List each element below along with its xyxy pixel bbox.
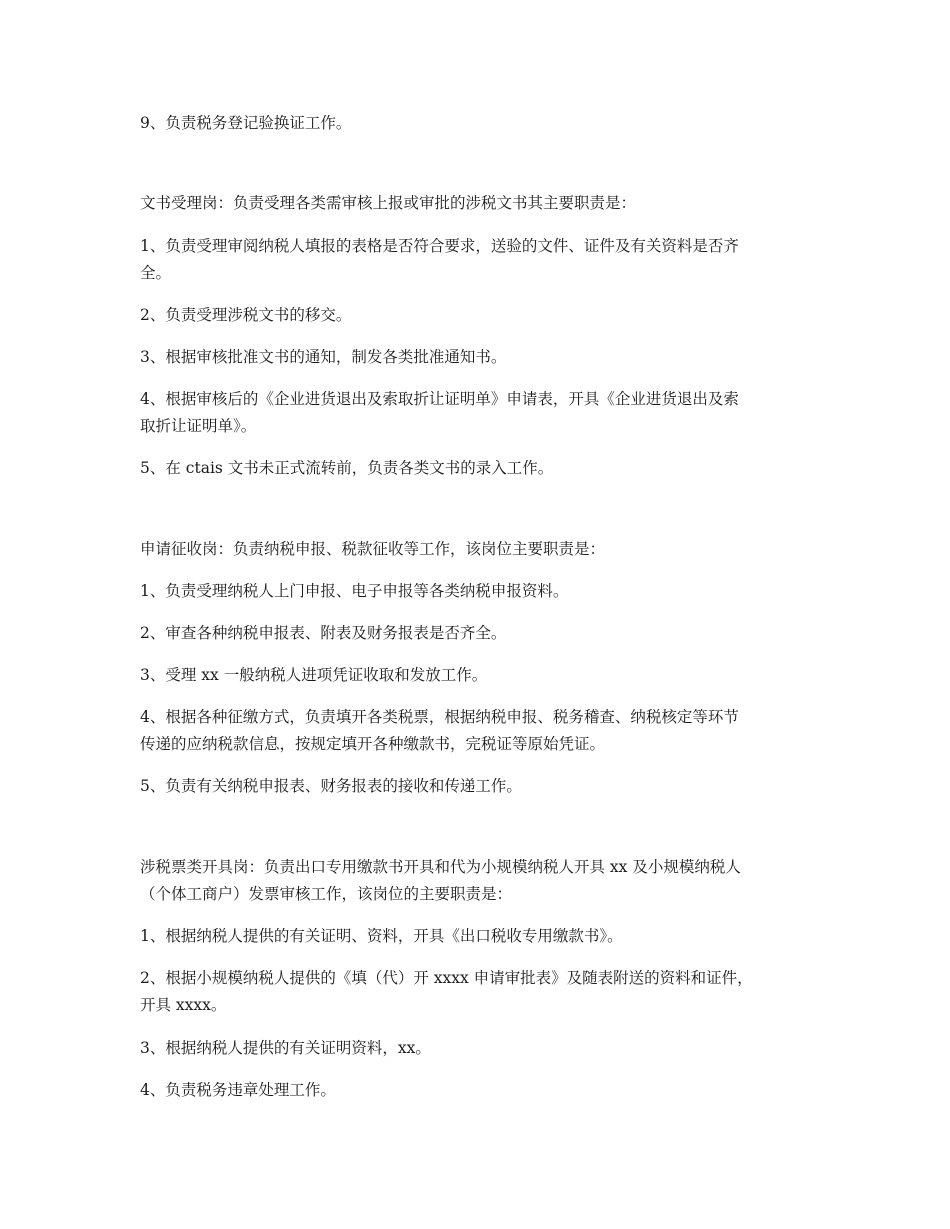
text-line: 4、根据审核后的《企业进货退出及索取折让证明单》申请表，开具《企业进货退出及索 [140,390,739,408]
text-line: 1、负责受理纳税人上门申报、电子申报等各类纳税申报资料。 [140,582,569,600]
text-line: 2、审查各种纳税申报表、附表及财务报表是否齐全。 [140,624,507,642]
text-line: （个体工商户）发票审核工作，该岗位的主要职责是： [140,885,513,903]
text-line: 1、负责受理审阅纳税人填报的表格是否符合要求，送验的文件、证件及有关资料是否齐 [140,237,739,255]
text-line: 3、根据审核批准文书的通知，制发各类批准通知书。 [140,348,507,366]
text-line: 开具 xxxx。 [140,996,227,1014]
text-line: 4、根据各种征缴方式，负责填开各类税票，根据纳税申报、税务稽查、纳税核定等环节 [140,708,739,726]
text-line: 3、受理 xx 一般纳税人进项凭证收取和发放工作。 [140,666,488,684]
text-line: 全。 [140,264,172,282]
text-line: 5、负责有关纳税申报表、财务报表的接收和传递工作。 [140,777,522,795]
section-heading: 申请征收岗：负责纳税申报、税款征收等工作，该岗位主要职责是： [140,540,606,558]
text-line: 3、根据纳税人提供的有关证明资料，xx。 [140,1039,431,1057]
text-line: 2、根据小规模纳税人提供的《填（代）开 xxxx 申请审批表》及随表附送的资料和证件， [140,969,753,987]
text-line: 2、负责受理涉税文书的移交。 [140,306,352,324]
section-heading: 涉税票类开具岗：负责出口专用缴款书开具和代为小规模纳税人开具 xx 及小规模纳税人 [140,858,741,876]
text-line: 1、根据纳税人提供的有关证明、资料，开具《出口税收专用缴款书》。 [140,927,623,945]
text-line: 9、负责税务登记验换证工作。 [140,114,352,132]
text-line: 5、在 ctais 文书未正式流转前，负责各类文书的录入工作。 [140,459,554,477]
text-line: 传递的应纳税款信息，按规定填开各种缴款书，完税证等原始凭证。 [140,735,606,753]
text-line: 取折让证明单》。 [140,417,257,435]
text-line: 4、负责税务违章处理工作。 [140,1081,336,1099]
section-heading: 文书受理岗：负责受理各类需审核上报或审批的涉税文书其主要职责是： [140,194,637,212]
